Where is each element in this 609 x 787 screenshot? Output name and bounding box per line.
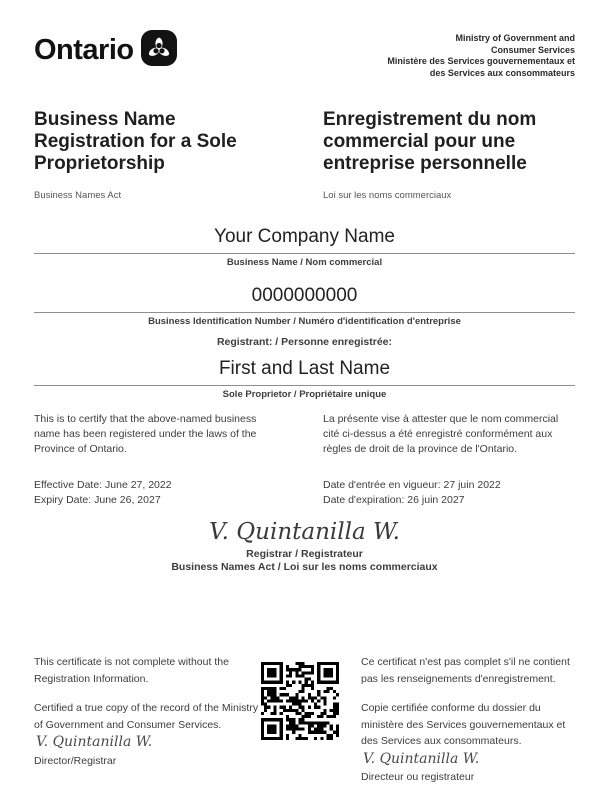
- ontario-trillium-icon: [141, 30, 177, 71]
- effective-date-en: Effective Date: June 27, 2022: [34, 479, 172, 491]
- footer-certified-fr: Copie certifiée conforme du dossier du ministère des Services gouvernementaux et des Services aux consommateurs.: [361, 702, 566, 747]
- proprietor-value: First and Last Name: [218, 358, 391, 379]
- business-name-value: Your Company Name: [214, 226, 395, 247]
- divider: [34, 253, 575, 254]
- bin-value: 0000000000: [251, 285, 358, 306]
- registrar-act: Business Names Act / Loi sur les noms commerciaux: [171, 561, 438, 573]
- footer: [34, 654, 575, 786]
- director-role-fr: Directeur ou registrateur: [361, 771, 475, 783]
- act-french: Loi sur les noms commerciaux: [323, 190, 452, 201]
- act-english: Business Names Act: [34, 190, 122, 201]
- ministry-line: Consumer Services: [490, 44, 575, 55]
- title-english: Business Name Registration for a Sole Proprietorship: [34, 109, 237, 174]
- registrant-label: Registrant: / Personne enregistrée:: [216, 336, 393, 348]
- registrar-role: Registrar / Registrateur: [246, 548, 363, 560]
- ministry-line: des Services aux consommateurs: [429, 67, 575, 78]
- ontario-logo: [34, 30, 177, 71]
- ministry-line: Ministère des Services gouvernementaux et: [387, 56, 575, 66]
- footer-french: [361, 654, 574, 786]
- dates-english: [34, 478, 285, 508]
- certify-french: La présente vise à attester que le nom commercial cité ci-dessus a été enregistré conformément aux règles de droit de la province de l'Ontario.: [323, 413, 559, 455]
- registration-fields: [34, 226, 575, 400]
- header: [34, 30, 575, 79]
- title-french: Enregistrement du nom commercial pour une entreprise personnelle: [323, 109, 537, 174]
- proprietor-label: Sole Proprietor / Propriétaire unique: [222, 389, 387, 400]
- registrar-signature-block: [34, 519, 575, 573]
- footer-certified-en: Certified a true copy of the record of the Ministry of Government and Consumer Services.: [34, 702, 259, 731]
- ontario-logo-text: Ontario: [34, 34, 134, 66]
- ministry-name: [387, 33, 575, 79]
- certification-statements: [34, 412, 575, 457]
- expiry-date-en: Expiry Date: June 26, 2027: [34, 494, 161, 506]
- certify-english: This is to certify that the above-named business name has been registered under the laws of the Province of Ontario.: [34, 413, 257, 455]
- footer-incomplete-en: This certificate is not complete without the Registration Information.: [34, 656, 229, 685]
- footer-english: [34, 654, 261, 786]
- title-french-block: [323, 109, 574, 201]
- dates-french: [323, 478, 574, 508]
- dates-section: [34, 478, 575, 508]
- effective-date-fr: Date d'entrée en vigueur: 27 juin 2022: [323, 479, 501, 491]
- title-english-block: [34, 109, 285, 201]
- qr-code: [261, 654, 361, 786]
- ministry-line: Ministry of Government and: [455, 33, 575, 43]
- director-signature-en: V. Quintanilla W.: [36, 734, 153, 750]
- divider: [34, 312, 575, 313]
- business-name-label: Business Name / Nom commercial: [226, 257, 383, 268]
- registrar-signature: V. Quintanilla W.: [209, 519, 400, 545]
- title-section: [34, 109, 575, 201]
- expiry-date-fr: Date d'expiration: 26 juin 2027: [323, 494, 465, 506]
- footer-incomplete-fr: Ce certificat n'est pas complet s'il ne contient pas les renseignements d'enregistrement.: [361, 656, 570, 685]
- director-role-en: Director/Registrar: [34, 754, 117, 767]
- divider: [34, 385, 575, 386]
- director-signature-fr: V. Quintanilla W.: [363, 750, 480, 767]
- bin-label: Business Identification Number / Numéro d'identification d'entreprise: [148, 316, 461, 327]
